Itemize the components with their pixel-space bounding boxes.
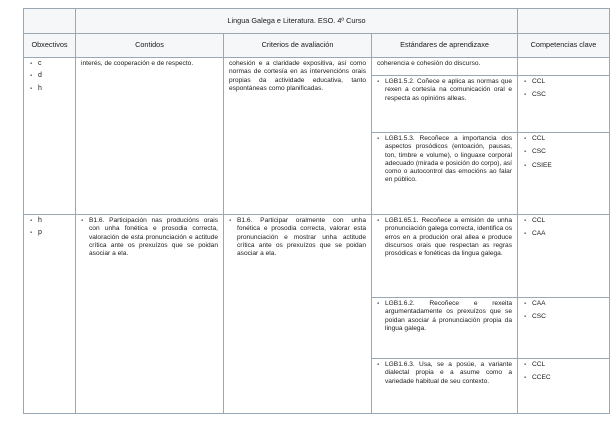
competences-cell	[518, 215, 610, 298]
objective-item: ▪ h	[29, 85, 70, 93]
competence-item: ▪ CAA	[523, 300, 604, 308]
competence-item: ▪ CSC	[523, 91, 604, 99]
title-row	[24, 9, 610, 34]
col-header-standards: Estándares de aprendizaxe	[372, 34, 518, 58]
objective-item: ▪ h	[29, 217, 70, 225]
competences-cell	[518, 359, 610, 414]
objective-item: ▪ d	[29, 72, 70, 80]
objectives-cell	[24, 58, 76, 215]
content-cell: interés, de cooperación e de respecto.	[76, 58, 224, 215]
objective-item: ▪ p	[29, 229, 70, 237]
standard-cell	[372, 215, 518, 298]
competence-item: ▪ CCL	[523, 135, 604, 143]
col-header-contents: Contidos	[76, 34, 224, 58]
table-title: Lingua Galega e Literatura. ESO. 4º Curso	[76, 9, 518, 34]
table-row	[24, 215, 610, 298]
standard-cell	[372, 76, 518, 133]
column-header-row	[24, 34, 610, 58]
competences-list	[523, 361, 604, 383]
standard-text: ▪ LGB1.5.3. Recoñece a importancia dos aspectos prosódicos (entoación, pausas, ton, timbre e volume), o linguaxe corporal adecuado (mirada e posición do corpo), así como o autocontrol das emocións ao falar en público.	[377, 135, 512, 185]
col-header-objectives: Obxectivos	[24, 34, 76, 58]
standard-text: ▪ LGB1.5.2. Coñece e aplica as normas que rexen a cortesía na comunicación oral e respecta as opinións alleas.	[377, 78, 512, 103]
competence-item: ▪ CSIEE	[523, 162, 604, 170]
table-row	[24, 58, 610, 76]
competence-item: ▪ CSC	[523, 313, 604, 321]
standard-cell	[372, 133, 518, 215]
competence-item: ▪ CAA	[523, 230, 604, 238]
standard-continuation: coherencia e cohesión do discurso.	[372, 58, 518, 76]
objectives-list	[29, 217, 70, 238]
competence-item: ▪ CCEC	[523, 374, 604, 382]
col-header-competences: Competencias clave	[518, 34, 610, 58]
curriculum-table	[23, 8, 610, 414]
competence-item: ▪ CSC	[523, 148, 604, 156]
objectives-cell	[24, 215, 76, 414]
competences-cell	[518, 76, 610, 133]
competences-cell	[518, 133, 610, 215]
title-blank-cell	[24, 9, 76, 34]
content-text: ▪ B1.6. Participación nas producións orais con unha fonética e prosodia correcta, valoración de esta pronunciación e actitude crítica ante os prexuízos que se poidan asociar a ela.	[81, 217, 218, 258]
objective-item: ▪ c	[29, 60, 70, 68]
content-cell	[76, 215, 224, 414]
competences-list	[523, 78, 604, 100]
standard-text: ▪ LGB1.65.1. Recoñece a emisión de unha pronunciación galega correcta, identifica os erros en a produción oral allea e produce discursos orais que respectan as regras prosódicas e fonéticas da lingua galega.	[377, 217, 512, 258]
criteria-cell	[224, 215, 372, 414]
competences-list	[523, 217, 604, 239]
objectives-list	[29, 60, 70, 93]
competence-item: ▪ CCL	[523, 78, 604, 86]
title-blank-cell-right	[518, 9, 610, 34]
criteria-cell: cohesión e a claridade expositiva, así como normas de cortesía en as intervencións orais propias da actividade educativa, tanto espontáneas como planificadas.	[224, 58, 372, 215]
competences-list	[523, 135, 604, 170]
standard-cell	[372, 359, 518, 414]
standard-cell	[372, 298, 518, 359]
competence-item: ▪ CCL	[523, 217, 604, 225]
col-header-criteria: Criterios de avaliación	[224, 34, 372, 58]
competences-list	[523, 300, 604, 322]
criteria-text: ▪ B1.6. Participar oralmente con unha fonética e prosodia correcta, valorar esta pronunciación e mostrar unha actitude crítica ante os prexuízos que se poidan asociar a ela.	[229, 217, 366, 258]
competences-cell	[518, 58, 610, 76]
standard-text: ▪ LGB1.6.3. Usa, se a posúe, a variante dialectal propia e a asume como a variedade habitual de seu contexto.	[377, 361, 512, 386]
competences-cell	[518, 298, 610, 359]
competence-item: ▪ CCL	[523, 361, 604, 369]
standard-text: ▪ LGB1.6.2. Recoñece e rexeita argumentadamente os prexuízos que se poidan asociar á pronunciación propia da lingua galega.	[377, 300, 512, 333]
